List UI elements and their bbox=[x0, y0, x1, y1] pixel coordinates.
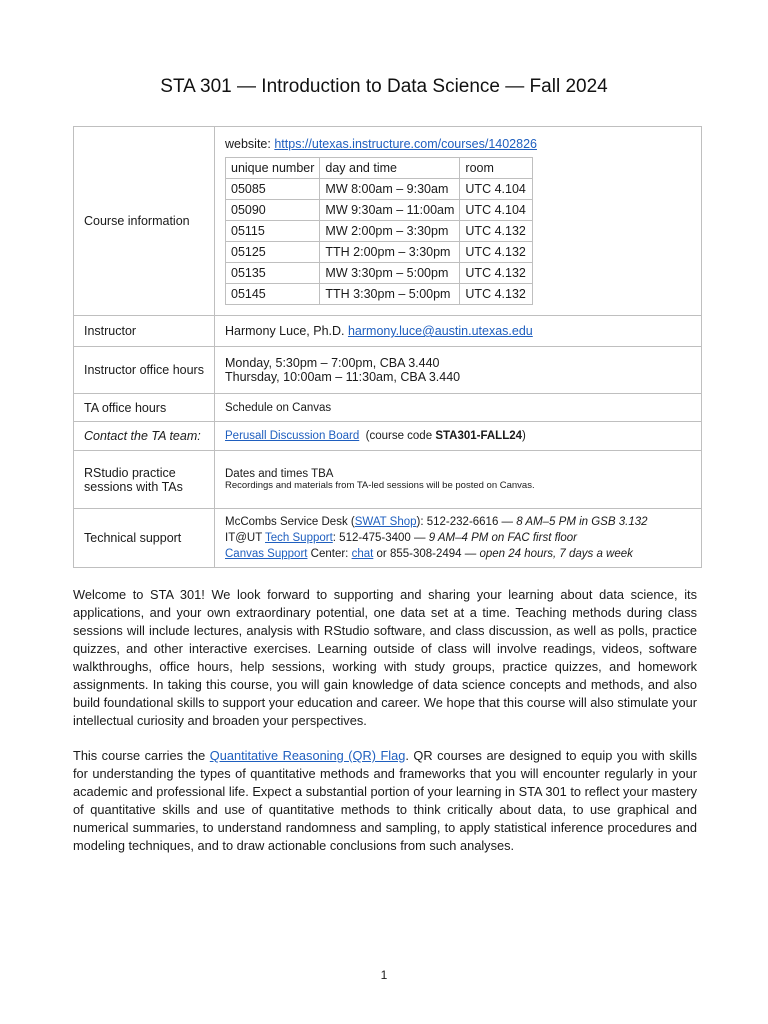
qr-prefix: This course carries the bbox=[73, 748, 210, 763]
rstudio-row bbox=[74, 451, 702, 509]
rstudio-recordings: Recordings and materials from TA-led sessions will be posted on Canvas. bbox=[225, 480, 535, 491]
mccombs-phone: ): 512-232-6616 — bbox=[416, 516, 517, 528]
perusall-link[interactable]: Perusall Discussion Board bbox=[225, 430, 360, 442]
contact-ta-label: Contact the TA team: bbox=[74, 422, 215, 451]
schedule-header-row bbox=[226, 158, 533, 179]
instructor-row bbox=[74, 316, 702, 347]
canvas-center-text: Center: bbox=[307, 548, 352, 560]
canvas-phone: or 855-308-2494 — bbox=[373, 548, 480, 560]
schedule-header: day and time bbox=[320, 158, 460, 179]
website-prefix: website: bbox=[225, 137, 275, 151]
course-info-row bbox=[74, 127, 702, 316]
instructor-cell bbox=[215, 316, 702, 347]
course-code-prefix: (course code bbox=[359, 430, 436, 442]
course-code-suffix: ) bbox=[522, 430, 526, 442]
office-hours-thursday: Thursday, 10:00am – 11:30am, CBA 3.440 bbox=[225, 370, 461, 384]
contact-ta-row bbox=[74, 422, 702, 451]
rstudio-label-line: sessions with TAs bbox=[84, 479, 183, 494]
schedule-table bbox=[225, 157, 533, 305]
canvas-hours: open 24 hours, 7 days a week bbox=[479, 548, 633, 560]
website-link[interactable]: https://utexas.instructure.com/courses/1402826 bbox=[274, 137, 537, 151]
course-info-cell bbox=[215, 127, 702, 316]
section-room: UTC 4.104 bbox=[460, 179, 533, 200]
mccombs-line bbox=[225, 514, 691, 530]
instructor-label: Instructor bbox=[74, 316, 215, 347]
mccombs-prefix: McCombs Service Desk ( bbox=[225, 516, 355, 528]
itut-phone: : 512-475-3400 — bbox=[332, 532, 429, 544]
section-time: MW 9:30am – 11:00am bbox=[320, 200, 460, 221]
table-row bbox=[226, 242, 533, 263]
page-number: 1 bbox=[380, 968, 388, 982]
rstudio-dates: Dates and times TBA bbox=[225, 468, 334, 480]
welcome-paragraph: Welcome to STA 301! We look forward to supporting and sharing your learning about data science, its applications, and your own extraordinary potential, one data set at a time. Teaching methods during class sessions will include lectures, analysis with RStudio software, and class discussion, as well as polls, practice quizzes, and other interactive exercises. Learning outside of class will involve readings, videos, software walkthroughs, office hours, help sessions, working with study groups, practice quizzes, and homework assignments. In taking this course, you will gain knowledge of data science concepts and methods, and also build foundational skills to support your education and career. We hope that this course will also stimulate your intellectual curiosity and broaden your perspectives. bbox=[73, 587, 697, 728]
section-number: 05135 bbox=[226, 263, 320, 284]
website-line bbox=[225, 137, 691, 151]
chat-link[interactable]: chat bbox=[351, 548, 374, 560]
table-row bbox=[226, 263, 533, 284]
swat-shop-link[interactable]: SWAT Shop bbox=[354, 516, 417, 528]
tech-support-label: Technical support bbox=[74, 509, 215, 568]
mccombs-hours: 8 AM–5 PM in GSB 3.132 bbox=[516, 516, 648, 528]
ta-office-hours-row bbox=[74, 394, 702, 422]
office-hours-row bbox=[74, 347, 702, 394]
section-number: 05145 bbox=[226, 284, 320, 305]
tech-support-row bbox=[74, 509, 702, 568]
section-number: 05085 bbox=[226, 179, 320, 200]
tech-support-cell bbox=[215, 509, 702, 568]
itut-prefix: IT@UT bbox=[225, 532, 266, 544]
section-number: 05090 bbox=[226, 200, 320, 221]
table-row bbox=[226, 221, 533, 242]
itut-hours: 9 AM–4 PM on FAC first floor bbox=[428, 532, 577, 544]
office-hours-label: Instructor office hours bbox=[74, 347, 215, 394]
schedule-header: unique number bbox=[226, 158, 320, 179]
qr-flag-paragraph bbox=[73, 747, 697, 855]
schedule-header: room bbox=[460, 158, 533, 179]
office-hours-monday: Monday, 5:30pm – 7:00pm, CBA 3.440 bbox=[225, 356, 440, 370]
course-info-label: Course information bbox=[74, 127, 215, 316]
itut-line bbox=[225, 530, 691, 546]
section-time: TTH 2:00pm – 3:30pm bbox=[320, 242, 460, 263]
section-room: UTC 4.132 bbox=[460, 263, 533, 284]
section-room: UTC 4.104 bbox=[460, 200, 533, 221]
tech-support-link[interactable]: Tech Support bbox=[265, 532, 333, 544]
ta-office-hours-label: TA office hours bbox=[74, 394, 215, 422]
page-title: STA 301 — Introduction to Data Science — Fall 2024 bbox=[160, 76, 608, 97]
course-info-table bbox=[73, 126, 702, 568]
section-room: UTC 4.132 bbox=[460, 284, 533, 305]
section-number: 05115 bbox=[226, 221, 320, 242]
table-row bbox=[226, 179, 533, 200]
course-code: STA301-FALL24 bbox=[435, 430, 523, 442]
section-room: UTC 4.132 bbox=[460, 221, 533, 242]
office-hours-cell bbox=[215, 347, 702, 394]
rstudio-label bbox=[74, 451, 215, 509]
qr-body: . QR courses are designed to equip you with skills for understanding the types of quantitative methods and frameworks that you will encounter regularly in your academic and professional life. Expect a substantial portion of your learning in STA 301 to reflect your mastery of quantitative skills and use of quantitative methods to think critically about data, to use graphical and numerical summaries, to understand randomness and sampling, to apply statistical inference procedures and modeling techniques, and to draw actionable conclusions from such analyses. bbox=[73, 748, 697, 853]
canvas-support-link[interactable]: Canvas Support bbox=[225, 548, 308, 560]
qr-flag-link[interactable]: Quantitative Reasoning (QR) Flag bbox=[209, 748, 406, 763]
section-time: TTH 3:30pm – 5:00pm bbox=[320, 284, 460, 305]
instructor-email-link[interactable]: harmony.luce@austin.utexas.edu bbox=[347, 324, 533, 338]
rstudio-cell bbox=[215, 451, 702, 509]
table-row bbox=[226, 200, 533, 221]
contact-ta-cell bbox=[215, 422, 702, 451]
section-time: MW 3:30pm – 5:00pm bbox=[320, 263, 460, 284]
canvas-support-line bbox=[225, 546, 691, 562]
rstudio-label-line: RStudio practice bbox=[84, 465, 176, 480]
table-row bbox=[226, 284, 533, 305]
instructor-name: Harmony Luce, Ph.D. bbox=[225, 324, 348, 338]
section-time: MW 8:00am – 9:30am bbox=[320, 179, 460, 200]
section-room: UTC 4.132 bbox=[460, 242, 533, 263]
section-number: 05125 bbox=[226, 242, 320, 263]
ta-office-hours-value: Schedule on Canvas bbox=[215, 394, 702, 422]
section-time: MW 2:00pm – 3:30pm bbox=[320, 221, 460, 242]
